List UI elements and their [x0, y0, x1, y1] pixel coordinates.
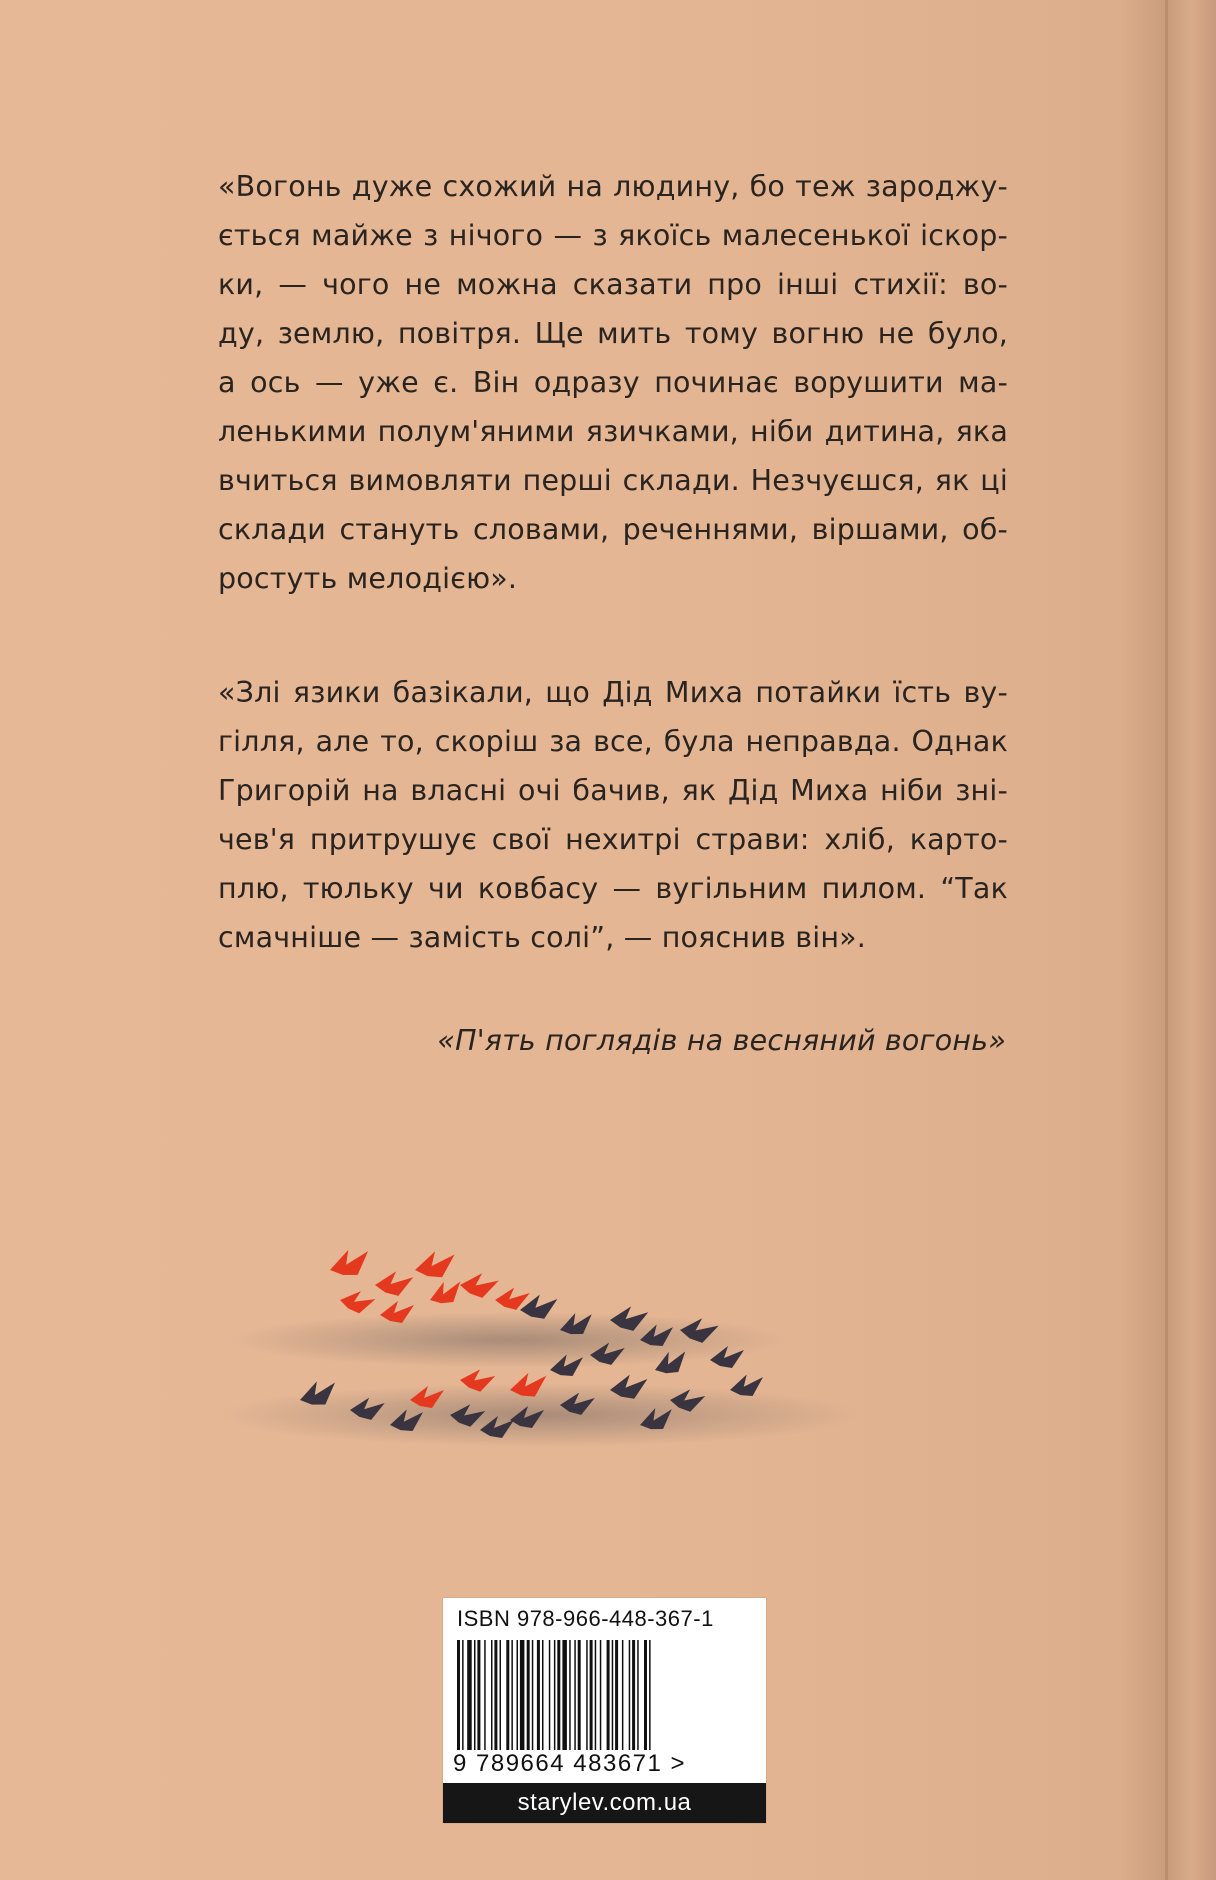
- red-bird: [426, 1278, 465, 1308]
- barcode-bar: [569, 1640, 571, 1750]
- barcode-bar: [520, 1640, 525, 1750]
- isbn-text: ISBN 978-966-448-367-1: [457, 1606, 714, 1631]
- quote-line: вчиться вимовляти перші склади. Незчуєшся, як ці: [218, 464, 1008, 497]
- quote-line: гілля, але то, скоріш за все, була неправда. Однак: [218, 725, 1008, 758]
- quote-line: ростуть мелодією».: [218, 562, 518, 595]
- barcode-bar: [491, 1640, 493, 1750]
- quote-line: Григорій на власні очі бачив, як Дід Миха ніби зні-: [218, 774, 1008, 807]
- barcode-bar: [578, 1640, 581, 1750]
- quote-line: ки, — чого не можна сказати про інші стихії: во-: [218, 268, 1008, 301]
- quote-line: плю, тюльку чи ковбасу — вугільним пилом. “Так: [218, 872, 1008, 905]
- barcode-bar: [527, 1640, 530, 1750]
- red-bird: [414, 1250, 457, 1280]
- book-title-attribution: «П'ять поглядів на весняний вогонь»: [437, 1024, 1006, 1057]
- red-bird: [327, 1246, 372, 1279]
- barcode-bar: [537, 1640, 540, 1750]
- barcode-bar: [622, 1640, 624, 1750]
- barcode-bar: [511, 1640, 513, 1750]
- red-bird: [374, 1270, 413, 1297]
- barcode-number: 9 789664 483671 >: [453, 1750, 687, 1777]
- barcode-bar: [517, 1640, 519, 1750]
- quote-line: а ось — уже є. Він одразу починає ворушити ма-: [218, 366, 1008, 399]
- quote-line: ду, землю, повітря. Ще мить тому вогню не було,: [218, 317, 1008, 350]
- barcode-bar: [574, 1640, 576, 1750]
- quote-fire: [218, 162, 1008, 603]
- barcode-bar: [532, 1640, 534, 1750]
- quote-line: ється майже з нічого — з якоїсь малесенької іскор-: [218, 219, 1008, 252]
- quote-coal: [218, 668, 1008, 962]
- quote-line: ленькими полум'яними язичками, ніби дитина, яка: [218, 415, 1008, 448]
- barcode-bar: [549, 1640, 551, 1750]
- barcode-bar: [612, 1640, 614, 1750]
- publisher-website: starylev.com.ua: [443, 1783, 766, 1823]
- quote-line: «Злі язики базікали, що Дід Миха потайки їсть ву-: [218, 676, 1008, 709]
- quote-line: чев'я притрушує свої нехитрі страви: хліб, карто-: [218, 823, 1008, 856]
- barcode-bar: [494, 1640, 497, 1750]
- barcode-bar: [637, 1640, 639, 1750]
- barcode-bar: [590, 1640, 593, 1750]
- barcode-bar: [595, 1640, 597, 1750]
- barcode-bar: [457, 1640, 460, 1750]
- barcode-bar: [484, 1640, 486, 1750]
- barcode-bar: [500, 1640, 502, 1750]
- barcode-bar: [562, 1640, 567, 1750]
- birds-illustration: [210, 1230, 1010, 1470]
- quote-line: смачніше — замість солі”, — пояснив він».: [218, 921, 867, 954]
- red-bird: [458, 1270, 499, 1300]
- cover-hinge: [1165, 0, 1168, 1880]
- barcode-bar: [607, 1640, 610, 1750]
- barcode-bar: [474, 1640, 476, 1750]
- quote-line: «Вогонь дуже схожий на людину, бо теж зароджу-: [218, 170, 1008, 203]
- quote-line: склади стануть словами, реченнями, віршами, об-: [218, 513, 1008, 546]
- barcode-label: [443, 1598, 766, 1823]
- barcode-bar: [600, 1640, 602, 1750]
- red-bird: [338, 1286, 377, 1316]
- barcode-bar: [644, 1640, 647, 1750]
- barcode-bar: [506, 1640, 509, 1750]
- barcode-bar: [477, 1640, 480, 1750]
- shadow-upper: [230, 1312, 790, 1368]
- barcode-bar: [557, 1640, 560, 1750]
- barcode-bar: [632, 1640, 635, 1750]
- barcode-bar: [586, 1640, 588, 1750]
- barcode-bar: [649, 1640, 651, 1750]
- barcode-bars: [457, 1640, 753, 1750]
- barcode-bar: [629, 1640, 631, 1750]
- barcode-bar: [542, 1640, 544, 1750]
- barcode-bar: [462, 1640, 464, 1750]
- barcode-bar: [467, 1640, 472, 1750]
- barcode-bar: [554, 1640, 556, 1750]
- barcode-bar: [615, 1640, 618, 1750]
